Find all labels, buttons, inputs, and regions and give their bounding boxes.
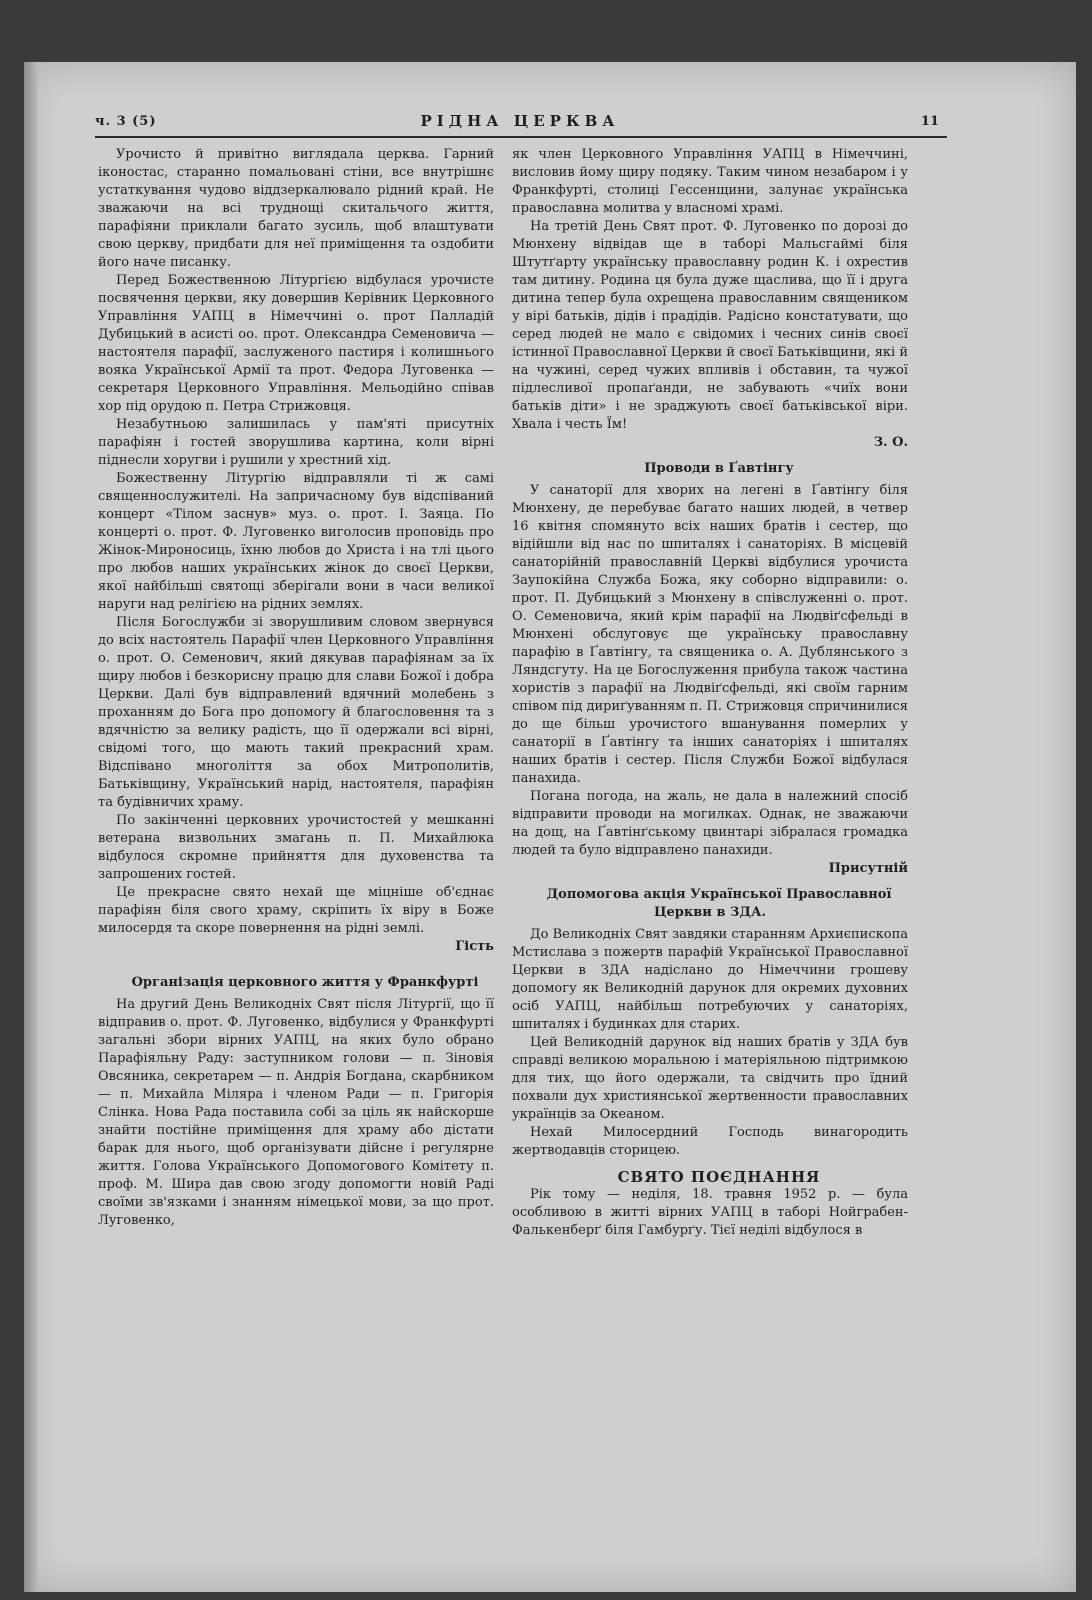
article-heading: Допомогова акція Української Православної Церкви в ЗДА.	[546, 887, 892, 920]
page-number: 11	[920, 114, 939, 129]
paragraph: На третій День Свят прот. Ф. Луговенко по дорозі до Мюнхену відвідав ще в таборі Мальсгаймі біля Штутґарту українську православну родин К. і охрестив там дитину. Родина ця була дуже щаслива, що її і друга дитина тепер була охрещена православним священиком у вірі батьків, дідів і прадідів. Радісно констатувати, що серед людей не мало є свідомих і чесних синів своєї істинної Православної Церкви й своєї Батьківщини, які й на чужині, серед чужих впливів і обставин, та чужої підлесливої пропаґанди, не забувають «чиїх вони батьків діти» і не зраджують своєї батьківської віри. Хвала і честь Їм!	[512, 219, 908, 432]
paragraph: як член Церковного Управління УАПЦ в Німеччині, висловив йому щиру подяку. Таким чином незабаром і у Франкфурті, столиці Гессенщини, залунає українська православна молитва у власномі храмі.	[512, 147, 908, 216]
paragraph: Рік тому — неділя, 18. травня 1952 р. — була особливою в житті вірних УАПЦ в таборі Нойграбен-Фалькенберґ біля Гамбурґу. Тієї неділі відбулося в	[512, 1187, 908, 1238]
paragraph: По закінченні церковних урочистостей у мешканні ветерана визвольних змагань п. П. Михайлюка відбулося скромне прийняття для духовенства та запрошених гостей.	[98, 813, 494, 882]
issue-number: ч. 3 (5)	[95, 114, 157, 129]
paragraph: У санаторії для хворих на легені в Ґавтінгу біля Мюнхену, де перебуває багато наших людей, в четвер 16 квітня спомянуто всіх наших братів і сестер, що відійшли від нас по шпиталях і санаторіях. В місцевій санаторійній православній Церкві відбулися урочиста Заупокійна Служба Божа, яку соборно відправили: о. прот. П. Дубицький з Мюнхену в співслуженні о. прот. О. Семеновича, який крім парафії на Людвіґсфельді в Мюнхені обслуговує ще українську православну парафію в Ґавтінгу, та священика о. А. Дублянського з Ляндсгуту. На це Богослуження прибула також частина хористів з парафії на Людвіґсфельді, які своїм гарним співом під дириґуванням п. П. Стрижовця спричинилися до ще більш урочистого вшанування померлих у санаторії в Ґавтінгу та інших санаторіях і шпиталях наших братів і сестер. Після Служби Божої відбулася панахида.	[512, 483, 908, 786]
author-signature: З. О.	[873, 435, 908, 450]
author-signature: Присутній	[828, 861, 908, 876]
paragraph: Погана погода, на жаль, не дала в належний спосіб відправити проводи на могилках. Однак, не зважаючи на дощ, на Ґавтінґському цвинтарі зібралася громадка людей та було відправлено панахиди.	[512, 789, 908, 858]
paragraph: Це прекрасне свято нехай ще міцніше об'єднає парафіян біля свого храму, скріпить їх віру в Боже милосердя та скоре повернення на рідні землі.	[98, 885, 494, 936]
article-heading: Проводи в Ґавтінгу	[644, 461, 794, 476]
author-signature: Гість	[455, 939, 494, 954]
paragraph: Перед Божественною Літургією відбулася урочисте посвячення церкви, яку довершив Керівник Церковного Управління УАПЦ в Німеччині о. прот Палладій Дубицький в асисті оо. прот. Олександра Семеновича — настоятеля парафії, заслуженого пастиря і колишнього вояка Української Армії та прот. Федора Луговенка — секретаря Церковного Управління. Мельодійно співав хор під орудою п. Петра Стрижовця.	[98, 273, 494, 414]
paragraph: До Великодніх Свят завдяки старанням Архиєпископа Мстислава з пожертв парафій Української Православної Церкви в ЗДА надіслано до Німеччини грошеву допомогу як Великодній дарунок для окремих духовних осіб УАПЦ, найбільш потребуючих у санаторіях, шпиталях і будинках для старих.	[512, 927, 908, 1032]
paragraph: Божественну Літургію відправляли ті ж самі священнослужителі. На запричасному був відспіваний концерт «Тілом заснув» муз. о. прот. І. Заяца. По концерті о. прот. Ф. Луговенко виголосив проповідь про Жінок-Мироносиць, їхню любов до Христа і на тлі цього про любов наших українських жінок до своєї Церкви, якої найбільші святощі зберігали вони в часи великої наруги над релігією на рідних землях.	[98, 471, 494, 612]
article-heading: СВЯТО ПОЄДНАННЯ	[617, 1168, 821, 1186]
left-column	[98, 146, 494, 1230]
page-spine	[24, 62, 38, 1592]
paragraph: Незабутньою залишилась у пам'яті присутніх парафіян і гостей зворушлива картина, коли вірні піднесли хоругви і рушили у хрестний хід.	[98, 417, 494, 468]
paragraph: Після Богослужби зі зворушливим словом звернувся до всіх настоятель Парафії член Церковного Управління о. прот. О. Семенович, який дякував парафіянам за їх щиру любов і безкорисну працю для слави Божої і добра Церкви. Далі був відправлений вдячний молебень з проханням до Бога про допомогу й благословення та з вдячністю за велику радість, що її одержали всі вірні, свідомі того, що мають такий прекрасний храм. Відспівано многоліття за обох Митрополитів, Батьківщину, Український нарід, настоятеля, парафіян та будівничих храму.	[98, 615, 494, 810]
paragraph: Урочисто й привітно виглядала церква. Гарний іконостас, старанно помальовані стіни, все внутрішнє устаткування чудово віддзеркалювало рідний край. Не зважаючи на всі труднощі скитальчого життя, парафіяни приклали багато зусиль, щоб влаштувати свою церкву, придбати для неї приміщення та оздобити його наче писанку.	[98, 147, 494, 270]
paragraph: Нехай Милосердний Господь винагородить жертводавців сторицею.	[512, 1125, 908, 1158]
article-heading: Організація церковного життя у Франкфурті	[131, 975, 479, 990]
publication-title: РІДНА ЦЕРКВА	[420, 112, 620, 130]
right-column	[512, 146, 908, 1240]
page-header	[95, 110, 945, 134]
paragraph: Цей Великодній дарунок від наших братів у ЗДА був справді великою моральною і матеріяльною підтримкою для тих, що його одержали, та свідчить про їдний похвали дух християнської жертвенности православних українців за Океаном.	[512, 1035, 908, 1122]
paragraph: На другий День Великодніх Свят після Літургії, що її відправив о. прот. Ф. Луговенко, відбулися у Франкфурті загальні збори вірних УАПЦ, на яких було обрано Парафіяльну Раду: заступником голови — п. Зіновія Овсяника, секретарем — п. Андрія Богдана, скарбником — п. Михайла Міляра і членом Ради — п. Григорія Слінка. Нова Рада поставила собі за ціль як найскорше знайти постійне приміщення для храму або дістати барак для нього, щоб організувати дійсне і регулярне життя. Голова Українського Допомогового Комітету п. проф. М. Шира дав свою згоду допомогти новій Раді своїми зв'язками і знанням німецької мови, за що прот. Луговенко,	[98, 997, 494, 1228]
header-rule	[95, 136, 947, 138]
